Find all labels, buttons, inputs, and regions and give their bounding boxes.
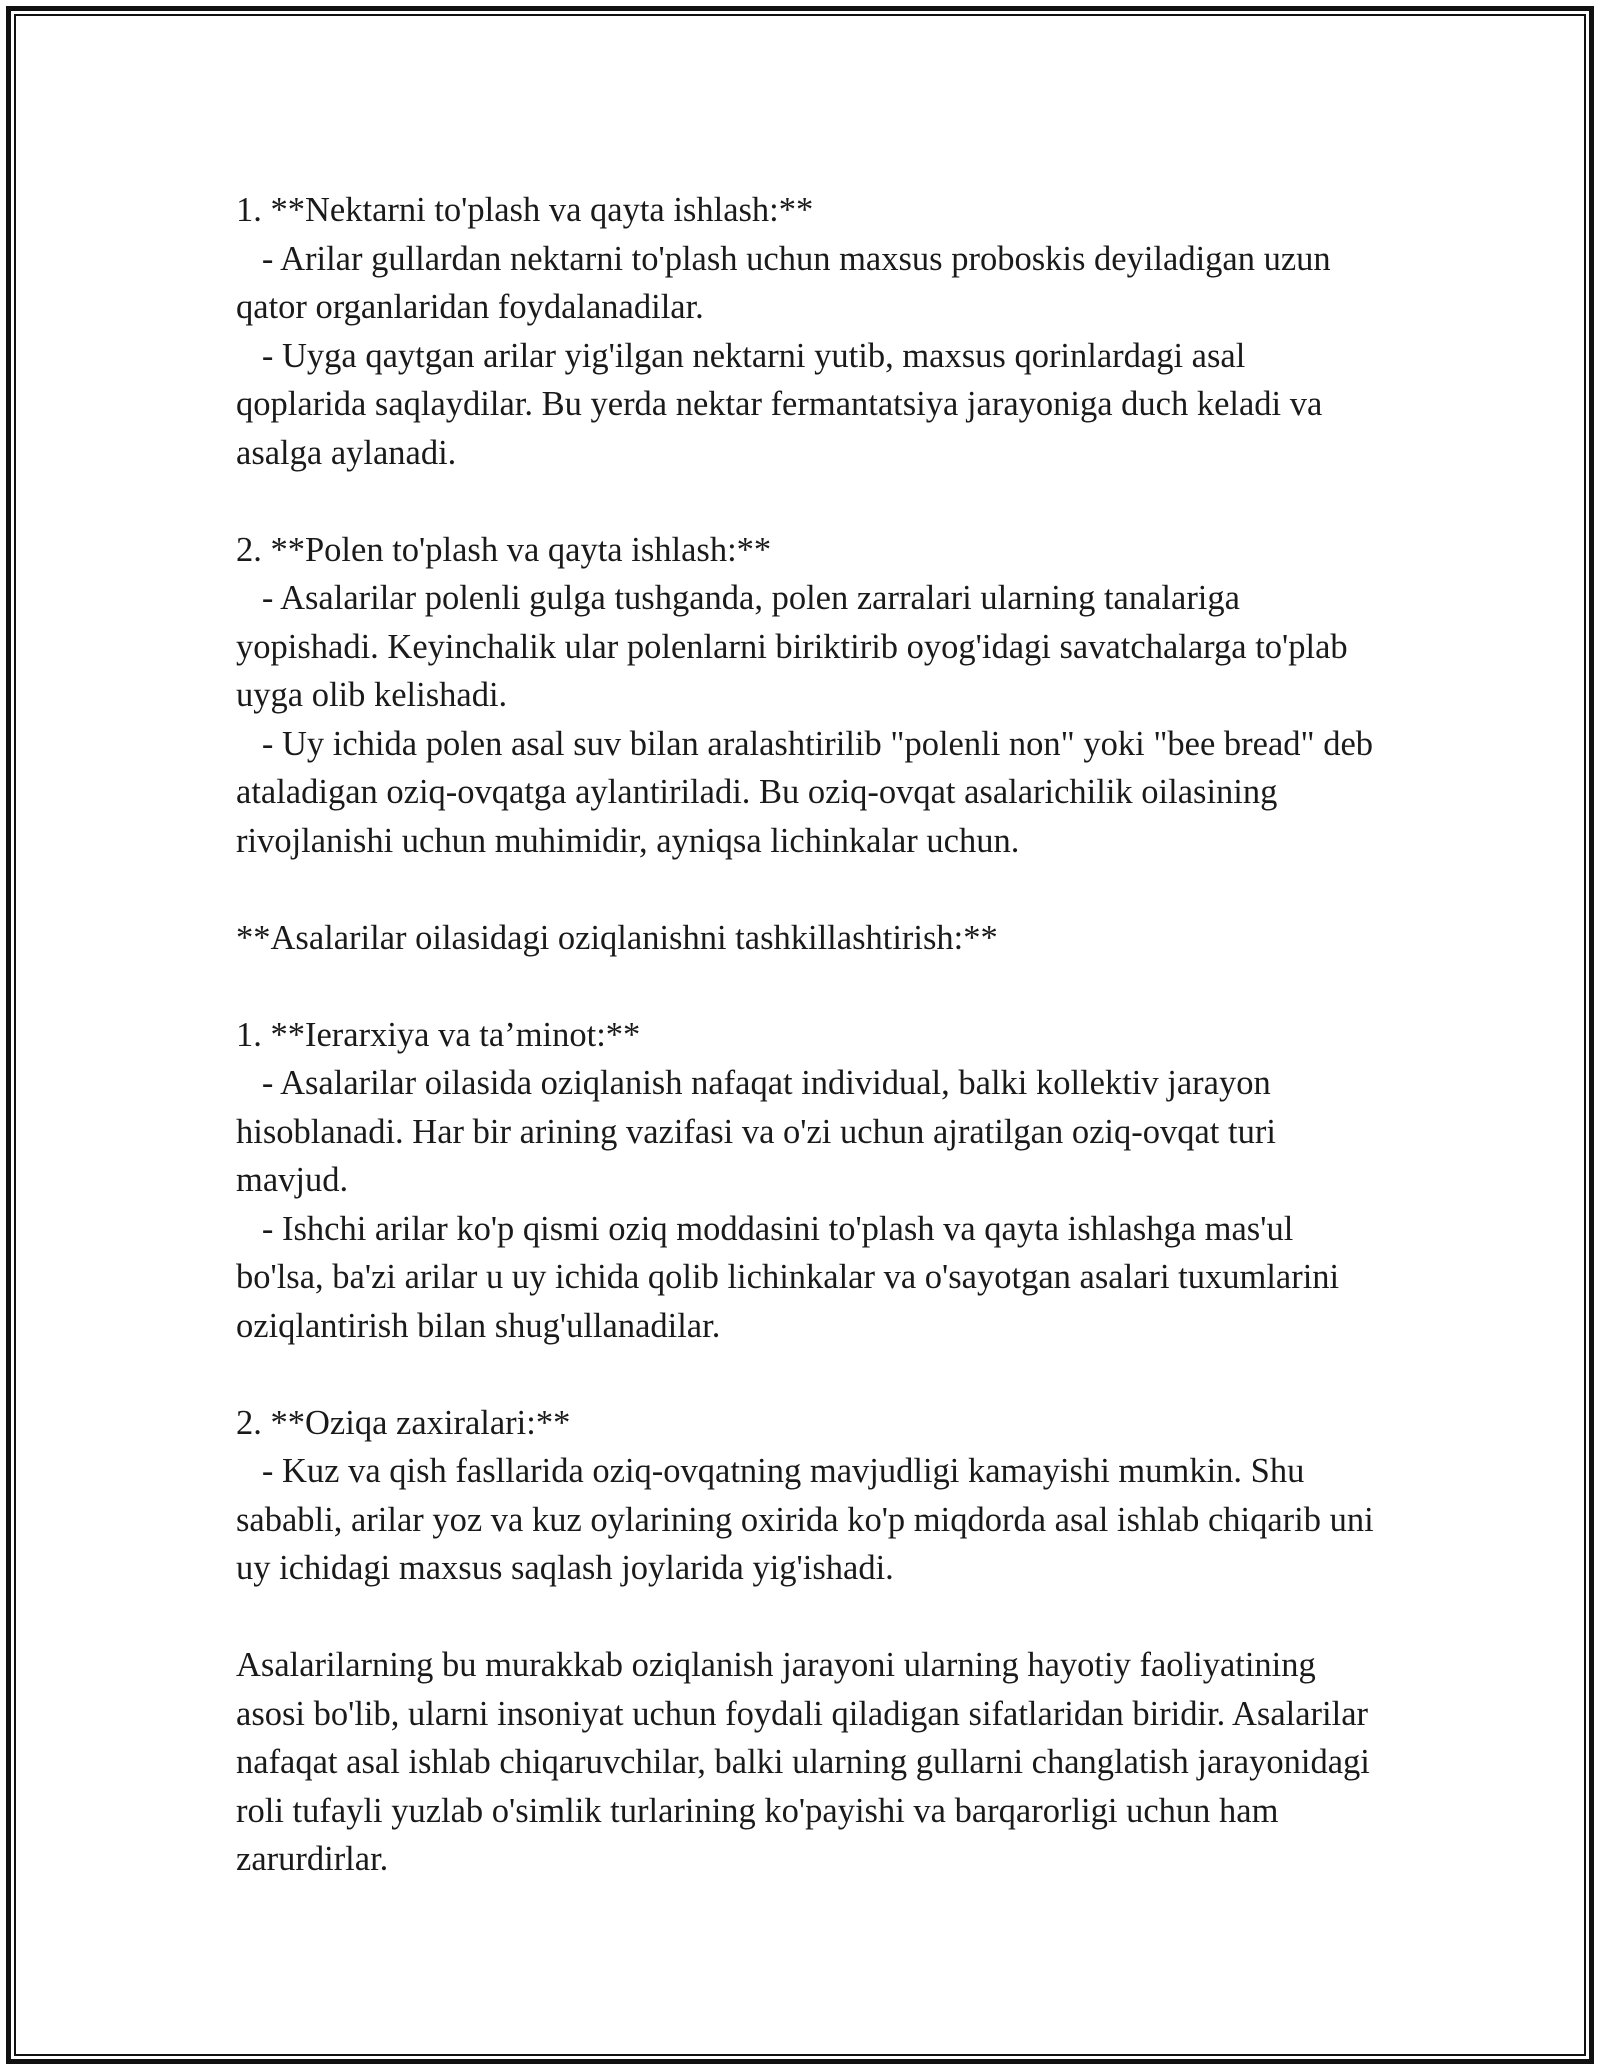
conclusion-paragraph: Asalarilarning bu murakkab oziqlanish jarayoni ularning hayotiy faoliyatining asosi bo'lib, ularni insoniyat uchun foydali qiladigan sifatlaridan biridir. Asalarilar nafaqat asal ishlab chiqaruvchilar, balki ularning gullarni changlatish jarayonidagi roli tufayli yuzlab o'simlik turlarining ko'payishi va barqarorligi uchun ham zarurdirlar. — [236, 1646, 1379, 1878]
paragraph-gap — [236, 477, 1376, 526]
document-body — [236, 186, 1383, 1884]
section-heading: 2. **Oziqa zaxiralari:** — [236, 1403, 571, 1442]
paragraph-gap — [236, 962, 1376, 1011]
paragraph-gap — [236, 1593, 1376, 1642]
bullet-paragraph: - Asalarilar polenli gulga tushganda, polen zarralari ularning tanalariga yopishadi. Keyinchalik ular polenlarni biriktirib oyog'idagi savatchalarga to'plab uyga olib kelishadi. — [236, 579, 1357, 714]
bullet-paragraph: - Arilar gullardan nektarni to'plash uchun maxsus proboskis deyiladigan uzun qator organlaridan foydalanadilar. — [236, 239, 1340, 326]
bullet-paragraph: - Uyga qaytgan arilar yig'ilgan nektarni yutib, maxsus qorinlardagi asal qoplarida saqlaydilar. Bu yerda nektar fermantatsiya jarayoniga duch keladi va asalga aylanadi. — [236, 336, 1331, 472]
section-heading: 1. **Ierarxiya va ta’minot:** — [236, 1015, 641, 1054]
bullet-paragraph: - Kuz va qish fasllarida oziq-ovqatning mavjudligi kamayishi mumkin. Shu sababli, arilar yoz va kuz oylarining oxirida ko'p miqdorda asal ishlab chiqarib uni uy ichidagi maxsus saqlash joylarida yig'ishadi. — [236, 1452, 1383, 1587]
section-heading: 2. **Polen to'plash va qayta ishlash:** — [236, 530, 772, 569]
section-heading: 1. **Nektarni to'plash va qayta ishlash:** — [236, 191, 814, 229]
bullet-paragraph: - Uy ichida polen asal suv bilan aralashtirilib "polenli non" yoki "bee bread" deb ataladigan oziq-ovqatga aylantiriladi. Bu oziq-ovqat asalarichilik oilasining rivojlanishi uchun muhimidir, ayniqsa lichinkalar uchun. — [236, 724, 1382, 860]
subtitle: **Asalarilar oilasidagi oziqlanishni tashkillashtirish:** — [236, 918, 998, 957]
paragraph-gap — [236, 865, 1376, 914]
paragraph-gap — [236, 1350, 1376, 1399]
bullet-paragraph: - Asalarilar oilasida oziqlanish nafaqat individual, balki kollektiv jarayon hisoblanadi. Har bir arining vazifasi va o'zi uchun ajratilgan oziq-ovqat turi mavjud. — [236, 1064, 1285, 1199]
bullet-paragraph: - Ishchi arilar ko'p qismi oziq moddasini to'plash va qayta ishlashga mas'ul bo'lsa, ba'zi arilar u uy ichida qolib lichinkalar va o'sayotgan asalari tuxumlarini oziqlantirish bilan shug'ullanadilar. — [236, 1209, 1348, 1345]
